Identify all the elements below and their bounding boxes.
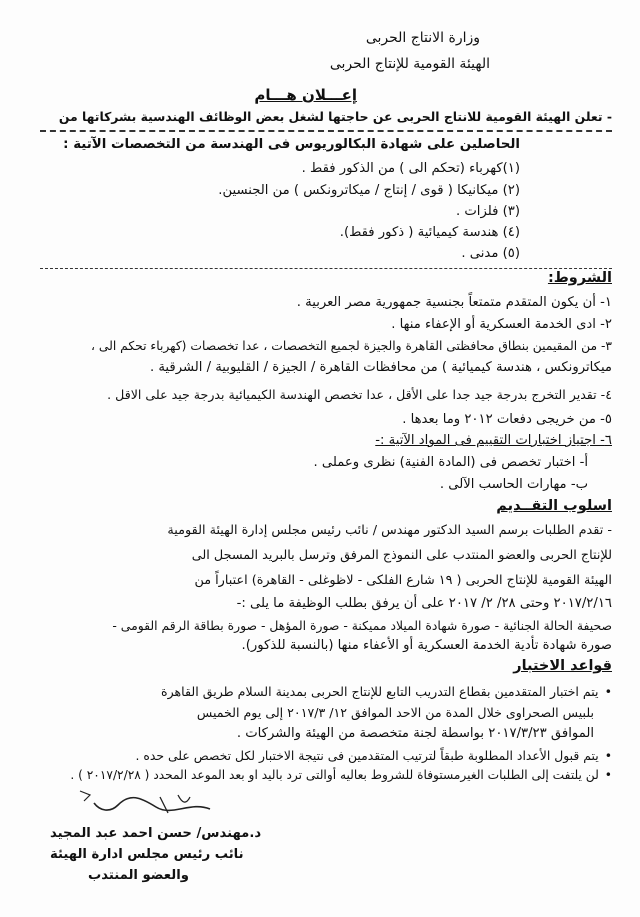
condition-item: ٥- من خريجى دفعات ٢٠١٢ وما بعدها . [402, 412, 612, 427]
condition-item: ٦- اجتياز اختبارات التقييم فى المواد الآتية :- [375, 433, 612, 448]
application-line: صحيفة الحالة الجنائية - صورة شهادة الميلاد مميكنة - صورة المؤهل - صورة بطاقة الرقم القومى - [112, 618, 612, 633]
condition-item: ميكاترونكس ، هندسة كيميائية ) من محافظات القاهرة / الجيزة / القليوبية / الشرقية . [149, 360, 612, 375]
ministry-name: وزارة الانتاج الحربى [365, 30, 480, 46]
test-rule-item: • يتم قبول الأعداد المطلوبة طبقاً لترتيب المتقدمين فى نتيجة الاختبار لكل تخصص على حده . [135, 748, 612, 763]
divider [40, 268, 612, 269]
test-rule-line: بلبيس الصحراوى خلال المدة من الاحد الموافق ١٢/ ٢٠١٧/٣ إلى يوم الخميس [196, 705, 594, 720]
intro-line-2: الحاصلين على شهادة البكالوريوس فى الهندسة من التخصصات الآتية : [63, 137, 520, 152]
application-line: ٢٠١٧/٢/١٦ وحتى ٢٨/ ٢/ ٢٠١٧ على أن يرفق بطلب الوظيفة ما يلى :- [236, 596, 612, 611]
intro-line-1: - تعلن الهيئة القومية للانتاج الحربى عن حاجتها لشغل بعض الوظائف الهندسية بشركاتها من [58, 109, 612, 124]
test-rule-item: • يتم اختبار المتقدمين بقطاع التدريب التابع للإنتاج الحربى بمدينة السلام طريق القاهرة [161, 684, 612, 699]
test-rules-title: قواعد الاختبار [513, 658, 612, 674]
condition-subitem: أ- اختبار تخصص فى (المادة الفنية) نظرى وعملى . [313, 455, 588, 470]
dashed-divider [40, 130, 612, 132]
condition-item: ٤- تقدير التخرج بدرجة جيد جدا على الأقل ، عدا تخصص الهندسة الكيميائية بدرجة جيد على الاقل . [107, 387, 612, 402]
signatory-title: نائب رئيس مجلس ادارة الهيئة [50, 847, 244, 862]
condition-item: ٣- من المقيمين بنطاق محافظتى القاهرة والجيزة لجميع التخصصات ، عدا تخصصات (كهرباء تحكم الى ، [90, 339, 612, 353]
test-rule-line: الموافق ٢٠١٧/٣/٢٣ بواسطة لجنة متخصصة من الهيئة والشركات . [236, 726, 594, 741]
condition-item: ٢- ادى الخدمة العسكرية أو الإعفاء منها . [391, 317, 612, 332]
conditions-title: الشروط: [547, 270, 612, 286]
specialty-item: (٣) فلزات . [456, 204, 520, 219]
signatory-name: د.مهندس/ حسن احمد عبد المجيد [50, 826, 262, 841]
specialty-item: (٢) ميكانيكا ( قوى / إنتاج / ميكاترونكس ) من الجنسين. [218, 183, 520, 198]
application-line: صورة شهادة تأدية الخدمة العسكرية أو الأعفاء منها (بالنسبة للذكور). [241, 638, 612, 653]
specialty-item: (٤) هندسة كيميائية ( ذكور فقط). [339, 225, 520, 240]
application-line: الهيئة القومية للإنتاج الحربى ( ١٩ شارع الفلكى - لاظوغلى - القاهرة) اعتباراً من [194, 573, 612, 588]
application-line: للإنتاج الحربى والعضو المنتدب على النموذج المرفق وترسل بالبريد المسجل الى [191, 548, 612, 563]
test-rule-item: • لن يلتفت إلى الطلبات الغيرمستوفاة للشروط بعاليه أوالتى ترد باليد او بعد الموعد المحدد ( ٢٠١٧/٢/٢٨ ) . [70, 768, 612, 782]
condition-subitem: ب- مهارات الحاسب الآلى . [439, 477, 588, 492]
announcement-title: إعـــلان هـــام [254, 86, 357, 104]
specialty-item: (١)كهرباء (تحكم الى ) من الذكور فقط . [301, 161, 520, 176]
handwritten-signature [60, 783, 220, 823]
signatory-title: والعضو المنتدب [88, 868, 189, 883]
condition-item: ١- أن يكون المتقدم متمتعاً بجنسية جمهورية مصر العربية . [296, 295, 612, 310]
application-line: - تقدم الطلبات برسم السيد الدكتور مهندس / نائب رئيس مجلس إدارة الهيئة القومية [167, 523, 612, 538]
application-title: اسلوب التقــديم [496, 498, 612, 514]
specialty-item: (٥) مدنى . [461, 246, 520, 261]
authority-name: الهيئة القومية للإنتاج الحربى [329, 56, 490, 72]
